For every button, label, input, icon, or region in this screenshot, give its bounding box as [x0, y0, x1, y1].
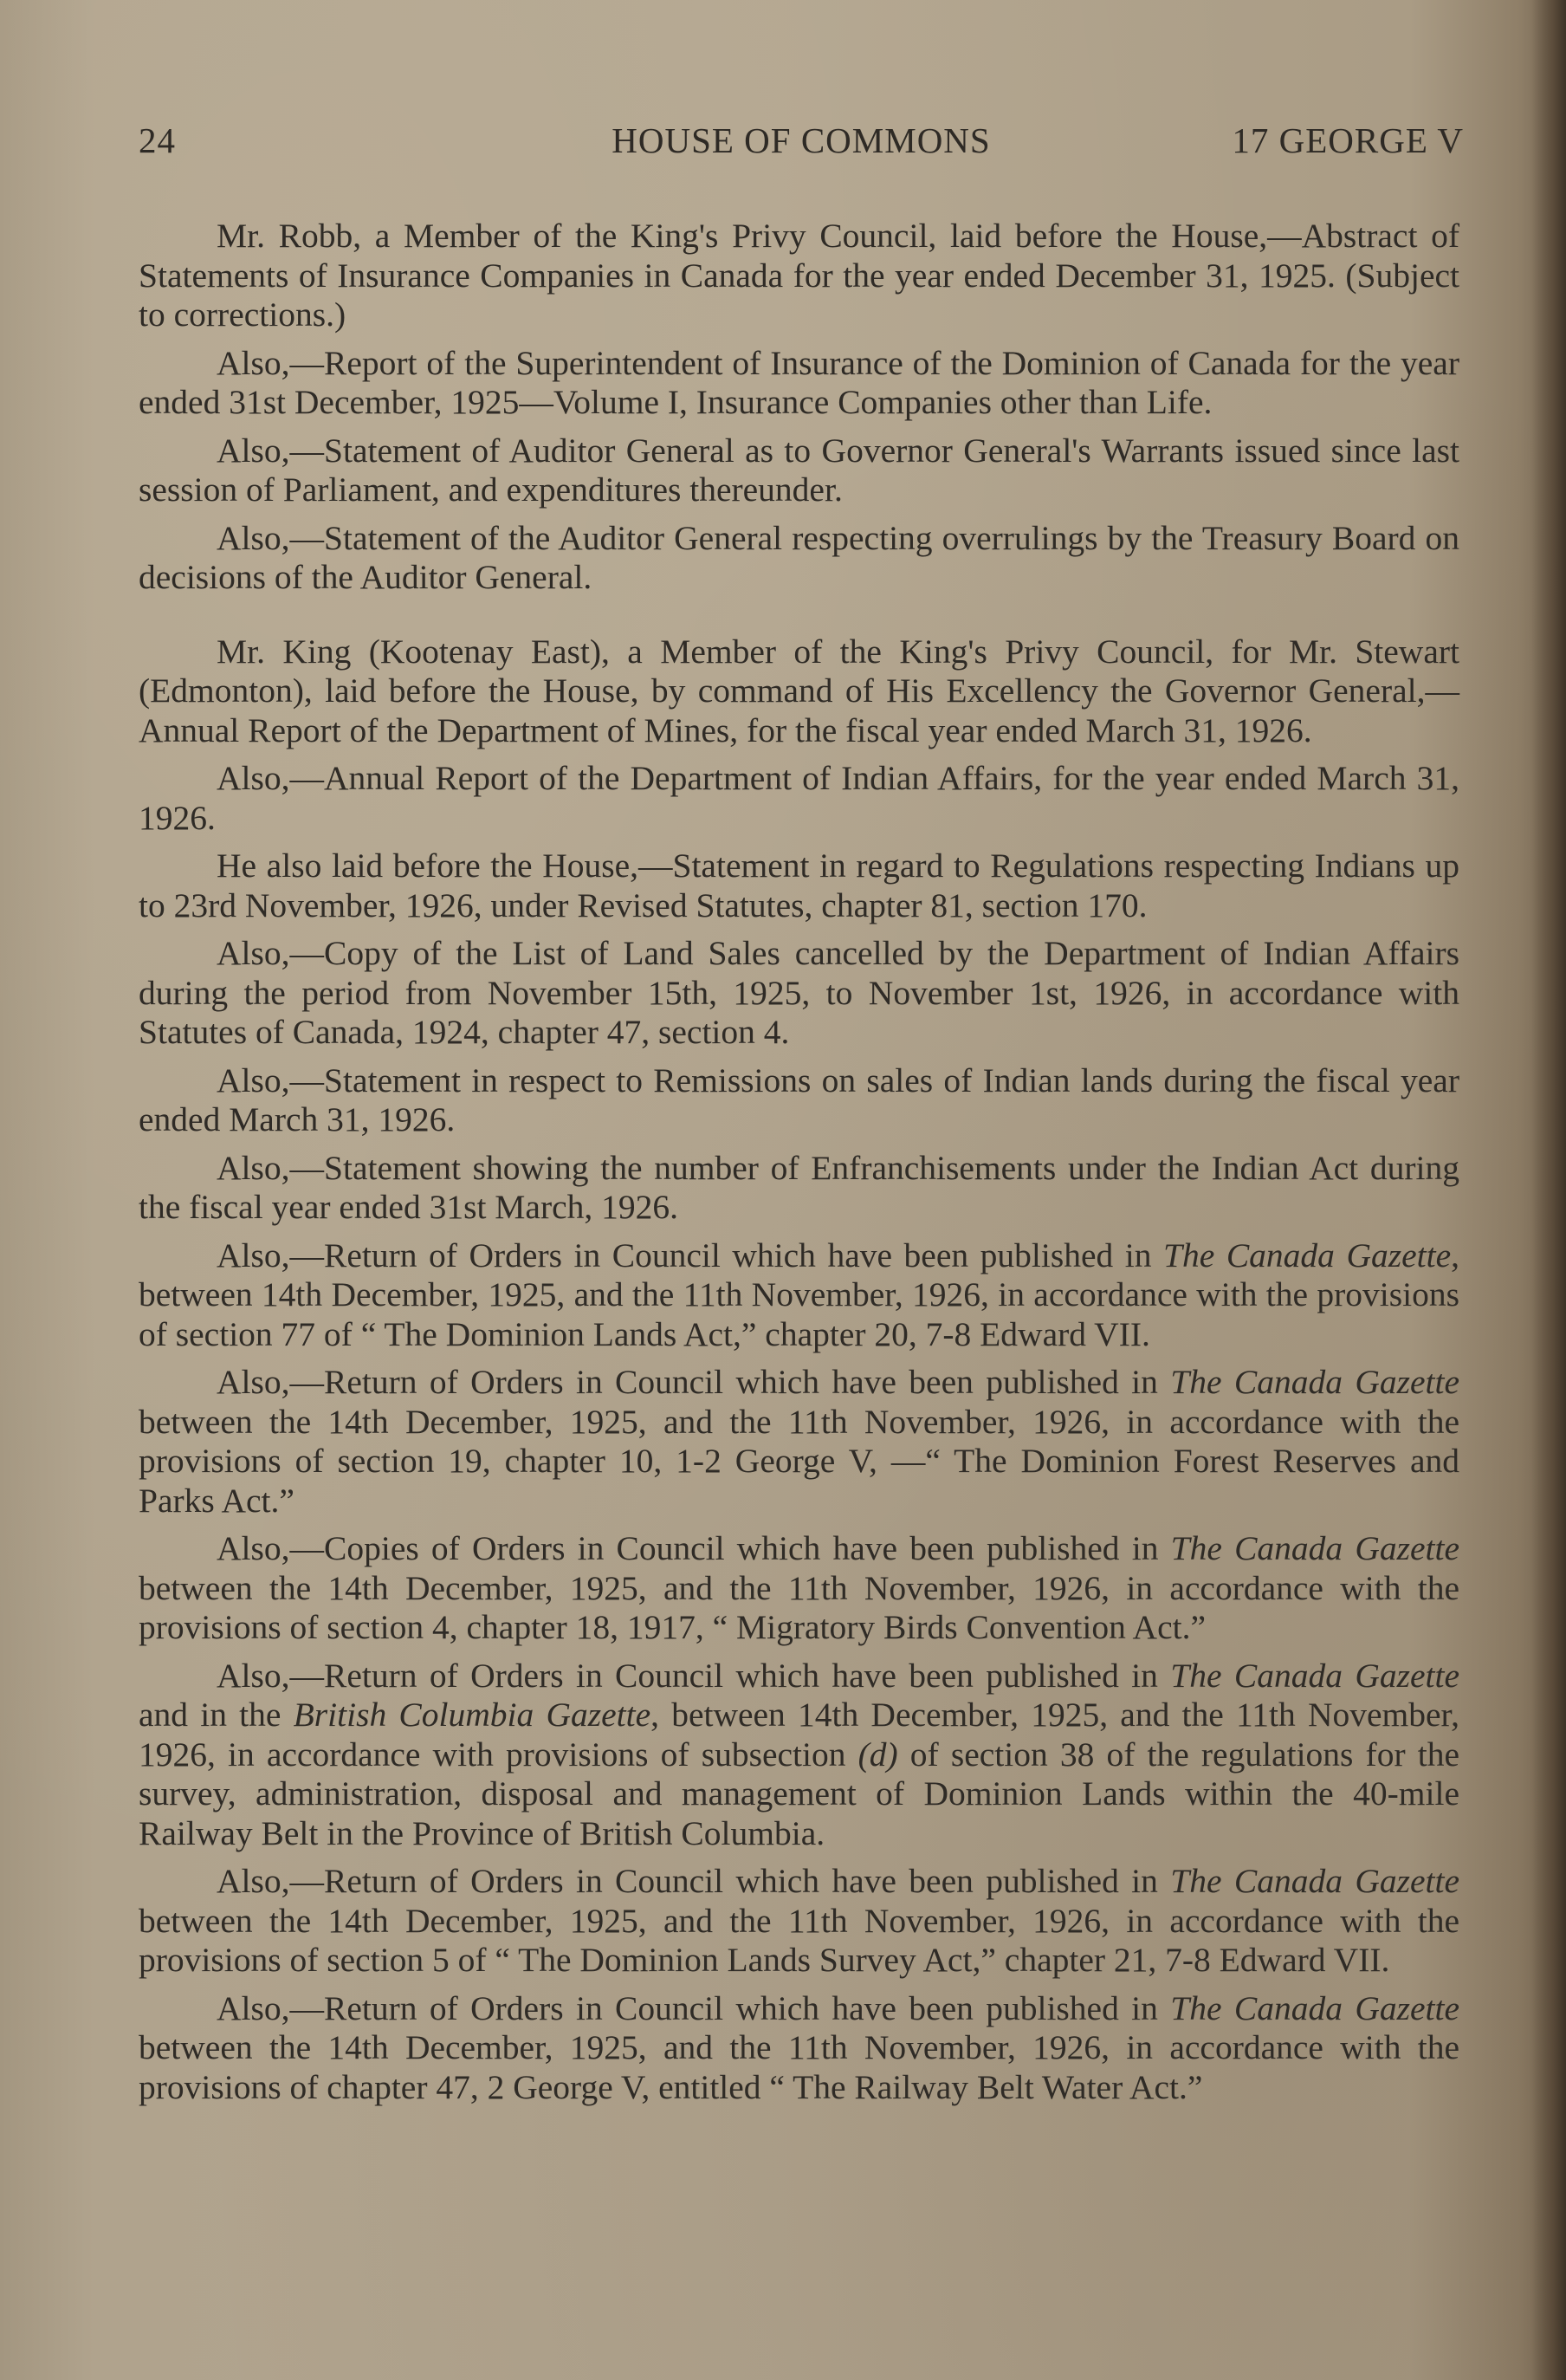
- text-run: Also,—Return of Orders in Council which have been published in: [217, 1363, 1171, 1401]
- text-run: , between 14th December, 1925, and the 11th November, 1926, in accordance with the provisions of section 77 of “ The Dominion Lands Act,” chapter 20, 7-8 Edward VII.: [139, 1235, 1459, 1353]
- paragraph-superintendent-report: Also,—Report of the Superintendent of Insurance of the Dominion of Canada for the year ended 31st December, 1925—Volume I, Insurance Companies other than Life.: [139, 343, 1459, 421]
- paragraph-auditor-overrulings: Also,—Statement of the Auditor General respecting overrulings by the Treasury Board on decisions of the Auditor General.: [139, 518, 1459, 596]
- italic-run: The Canada Gazette: [1170, 1988, 1459, 2027]
- text-run: between the 14th December, 1925, and the 11th November, 1926, in accordance with the provisions of section 19, chapter 10, 1-2 George V, —“ The Dominion Forest Reserves and Parks Act.”: [139, 1402, 1459, 1520]
- paragraph-king-mines-report: Mr. King (Kootenay East), a Member of the King's Privy Council, for Mr. Stewart (Edmonton), laid before the House, by command of His Excellency the Governor General,—Annual Report of the Department of Mines, for the fiscal year ended March 31, 1926.: [139, 632, 1459, 749]
- text-run: Also,—Copies of Orders in Council which have been published in: [217, 1529, 1171, 1567]
- text-run: Also,—Return of Orders in Council which have been published in: [217, 1862, 1171, 1900]
- paragraph-auditor-warrants: Also,—Statement of Auditor General as to Governor General's Warrants issued since last session of Parliament, and expenditures thereunder.: [139, 431, 1459, 509]
- paragraph-railway-belt-water-act: [139, 1989, 1459, 2108]
- paragraph-land-sales-cancelled: Also,—Copy of the List of Land Sales cancelled by the Department of Indian Affairs during the period from November 15th, 1925, to November 1st, 1926, in accordance with Statutes of Canada, 1924, chapter 47, section 4.: [139, 934, 1459, 1051]
- running-title: HOUSE OF COMMONS: [612, 120, 991, 160]
- italic-run: The Canada Gazette: [1163, 1235, 1452, 1274]
- paragraph-robb-insurance-abstract: Mr. Robb, a Member of the King's Privy Council, laid before the House,—Abstract of Statements of Insurance Companies in Canada for the year ended December 31, 1925. (Subject to corrections.): [139, 217, 1459, 334]
- text-run: between the 14th December, 1925, and the 11th November, 1926, in accordance with the provisions of section 4, chapter 18, 1917, “ Migratory Birds Convention Act.”: [139, 1568, 1459, 1646]
- paragraph-indian-affairs-report: Also,—Annual Report of the Department of Indian Affairs, for the year ended March 31, 1926.: [139, 759, 1459, 837]
- text-run: , between 14th December, 1925, and the 11th November, 1926, in accordance with provisions of subsection: [139, 1696, 1459, 1774]
- paragraph-dominion-lands-act: [139, 1236, 1459, 1355]
- italic-run: The Canada Gazette: [1170, 1862, 1459, 1900]
- journal-body: [139, 217, 1459, 2116]
- text-run: Also,—Return of Orders in Council which have been published in: [217, 1235, 1164, 1274]
- running-header: [139, 120, 1464, 163]
- italic-run: The Canada Gazette: [1170, 1529, 1459, 1567]
- page-number: 24: [139, 120, 176, 160]
- text-run: between the 14th December, 1925, and the 11th November, 1926, in accordance with the provisions of section 5 of “ The Dominion Lands Survey Act,” chapter 21, 7-8 Edward VII.: [139, 1901, 1459, 1979]
- paragraph-enfranchisements: Also,—Statement showing the number of Enfranchisements under the Indian Act during the fiscal year ended 31st March, 1926.: [139, 1148, 1459, 1226]
- text-run: and in the: [139, 1696, 294, 1734]
- text-run: Also,—Return of Orders in Council which have been published in: [217, 1656, 1171, 1695]
- paragraph-remissions: Also,—Statement in respect to Remissions on sales of Indian lands during the fiscal year ended March 31, 1926.: [139, 1060, 1459, 1138]
- paragraph-railway-belt-lands: [139, 1657, 1459, 1854]
- paragraph-lands-survey-act: [139, 1862, 1459, 1981]
- regnal-year: 17 GEORGE V: [1232, 120, 1464, 160]
- text-run: between the 14th December, 1925, and the 11th November, 1926, in accordance with the provisions of chapter 47, 2 George V, entitled “ The Railway Belt Water Act.”: [139, 2028, 1459, 2106]
- text-run: Also,—Return of Orders in Council which have been published in: [217, 1988, 1171, 2027]
- paragraph-migratory-birds: [139, 1529, 1459, 1648]
- paragraph-forest-reserves: [139, 1363, 1459, 1521]
- text-run: of section 38 of the regulations for the survey, administration, disposal and management of Dominion Lands within the 40-mile Railway Belt in the Province of British Columbia.: [139, 1735, 1459, 1852]
- italic-run: British Columbia Gazette: [293, 1696, 651, 1734]
- paragraph-indian-regulations: He also laid before the House,—Statement in regard to Regulations respecting Indians up to 23rd November, 1926, under Revised Statutes, chapter 81, section 170.: [139, 846, 1459, 924]
- italic-run: The Canada Gazette: [1170, 1363, 1459, 1401]
- italic-run: (d): [857, 1735, 898, 1774]
- page-spine-shadow: [1531, 0, 1566, 2380]
- italic-run: The Canada Gazette: [1170, 1656, 1459, 1695]
